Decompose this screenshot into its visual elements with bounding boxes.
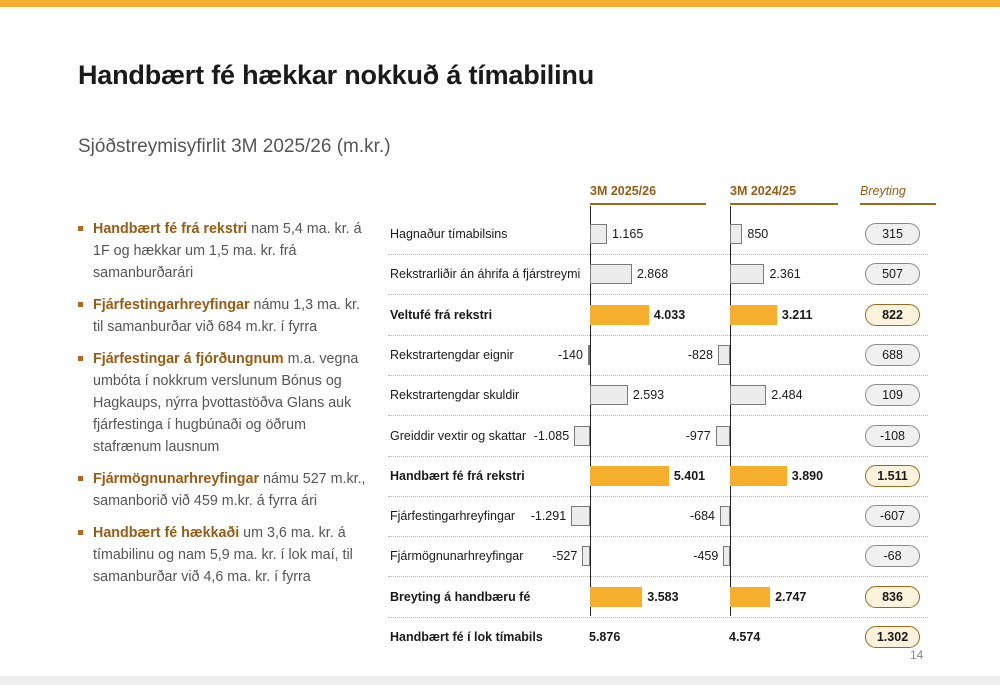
row-label: Fjármögnunarhreyfingar xyxy=(390,549,524,564)
row-label: Handbært fé frá rekstri xyxy=(390,468,525,483)
bar-previous xyxy=(730,587,770,607)
bar-current xyxy=(571,506,590,526)
bar-current xyxy=(574,426,590,446)
change-pill: 109 xyxy=(865,384,920,406)
bar-current xyxy=(590,385,628,405)
data-label: 2.484 xyxy=(771,388,803,403)
data-label: 2.747 xyxy=(775,589,807,604)
bar-previous xyxy=(718,345,730,365)
bullet-text: námu 1,3 ma. kr. til samanburðar við 684 m.kr. í fyrra xyxy=(93,297,360,335)
bar-previous xyxy=(730,224,742,244)
change-pill: 836 xyxy=(865,586,920,608)
row-separator xyxy=(388,254,928,255)
row-separator xyxy=(388,576,928,577)
bullet-text: námu 527 m.kr., samanborið við 459 m.kr. á fyrra ári xyxy=(93,471,366,509)
column-header-underline xyxy=(590,203,706,205)
bar-current xyxy=(590,466,669,486)
bullet-list xyxy=(78,218,368,598)
data-label: -459 xyxy=(693,549,719,564)
data-label: -1.085 xyxy=(533,428,570,443)
row-label: Rekstrartengdar eignir xyxy=(390,347,514,362)
bullet-highlight: Handbært fé hækkaði xyxy=(93,525,240,541)
data-label: 4.033 xyxy=(653,307,686,322)
data-label: 2.868 xyxy=(636,267,669,282)
bullet-text: m.a. vegna umbóta í nokkrum verslunum Bónus og Hagkaups, nýrra þvottastöðva Glans auk fjárfestinga í hugbúnaði og öðrum stafrænum lausnum xyxy=(93,351,359,455)
data-label: 1.165 xyxy=(612,227,644,241)
row-label: Greiddir vextir og skattar xyxy=(390,428,527,443)
change-pill: -108 xyxy=(865,425,920,447)
data-label: 5.401 xyxy=(673,468,706,483)
row-separator xyxy=(388,415,928,416)
change-pill: 315 xyxy=(865,223,920,245)
column-header: 3M 2024/25 xyxy=(730,184,797,198)
data-label: -1.291 xyxy=(530,509,567,524)
row-label: Fjárfestingarhreyfingar xyxy=(390,509,516,524)
change-pill: 822 xyxy=(865,304,920,326)
data-label: 4.574 xyxy=(729,630,761,644)
bullet-highlight: Fjármögnunarhreyfingar xyxy=(93,471,260,487)
page-title: Handbært fé hækkar nokkuð á tímabilinu xyxy=(78,60,594,90)
bullet-item xyxy=(78,348,368,458)
bar-previous xyxy=(730,466,787,486)
data-label: -977 xyxy=(685,428,711,443)
bullet-text: um 3,6 ma. kr. á tímabilinu og nam 5,9 ma. kr. í lok maí, til samanburðar við 4,6 ma. kr. í fyrra xyxy=(93,525,353,585)
column-header: Breyting xyxy=(860,184,906,198)
row-label: Rekstrartengdar skuldir xyxy=(390,388,520,403)
column-header-underline xyxy=(730,203,838,205)
bar-previous xyxy=(730,264,764,284)
row-label: Hagnaður tímabilsins xyxy=(390,227,508,241)
bar-current xyxy=(590,264,632,284)
bullet-item xyxy=(78,294,368,338)
bottom-bar xyxy=(0,676,1000,685)
bullet-item xyxy=(78,468,368,512)
column-header: 3M 2025/26 xyxy=(590,184,657,198)
bar-current xyxy=(590,224,607,244)
change-pill: -68 xyxy=(865,545,920,567)
data-label: 3.890 xyxy=(791,468,824,483)
row-label: Rekstrarliðir án áhrifa á fjárstreymi xyxy=(390,267,581,282)
bar-previous xyxy=(730,305,777,325)
bar-current xyxy=(590,305,649,325)
row-separator xyxy=(388,536,928,537)
bar-previous xyxy=(716,426,730,446)
bullet-item xyxy=(78,522,368,588)
bar-previous xyxy=(723,546,730,566)
page-number: 14 xyxy=(910,648,924,662)
bar-current xyxy=(582,546,590,566)
row-separator xyxy=(388,294,928,295)
data-label: 5.876 xyxy=(589,630,621,644)
page-subtitle: Sjóðstreymisyfirlit 3M 2025/26 (m.kr.) xyxy=(78,136,391,157)
change-pill: 1.302 xyxy=(865,626,920,648)
row-separator xyxy=(388,375,928,376)
data-label: 2.593 xyxy=(632,388,665,403)
data-label: 850 xyxy=(747,227,769,241)
change-pill: 507 xyxy=(865,263,920,285)
row-label: Veltufé frá rekstri xyxy=(390,307,493,322)
row-separator xyxy=(388,335,928,336)
data-label: -140 xyxy=(557,347,583,362)
data-label: 3.211 xyxy=(781,307,813,322)
data-label: -828 xyxy=(687,347,713,362)
bullet-highlight: Fjárfestingar á fjórðungnum xyxy=(93,351,284,367)
column-header-underline xyxy=(860,203,936,205)
row-label: Handbært fé í lok tímabils xyxy=(390,630,543,644)
data-label: 3.583 xyxy=(647,589,679,604)
bullet-highlight: Fjárfestingarhreyfingar xyxy=(93,297,250,313)
data-label: 2.361 xyxy=(769,267,801,282)
top-accent-bar xyxy=(0,0,1000,7)
bullet-text: nam 5,4 ma. kr. á 1F og hækkar um 1,5 ma. kr. frá samanburðarári xyxy=(93,221,362,281)
change-pill: 688 xyxy=(865,344,920,366)
bar-previous xyxy=(730,385,766,405)
bar-current xyxy=(588,345,590,365)
bar-current xyxy=(590,587,642,607)
change-pill: 1.511 xyxy=(865,465,920,487)
bar-previous xyxy=(720,506,730,526)
data-label: -684 xyxy=(689,509,716,524)
bullet-item xyxy=(78,218,368,284)
data-label: -527 xyxy=(552,549,578,564)
row-separator xyxy=(388,496,928,497)
row-separator xyxy=(388,456,928,457)
row-label: Breyting á handbæru fé xyxy=(390,589,531,604)
bullet-highlight: Handbært fé frá rekstri xyxy=(93,221,248,237)
row-separator xyxy=(388,617,928,618)
change-pill: -607 xyxy=(865,505,920,527)
